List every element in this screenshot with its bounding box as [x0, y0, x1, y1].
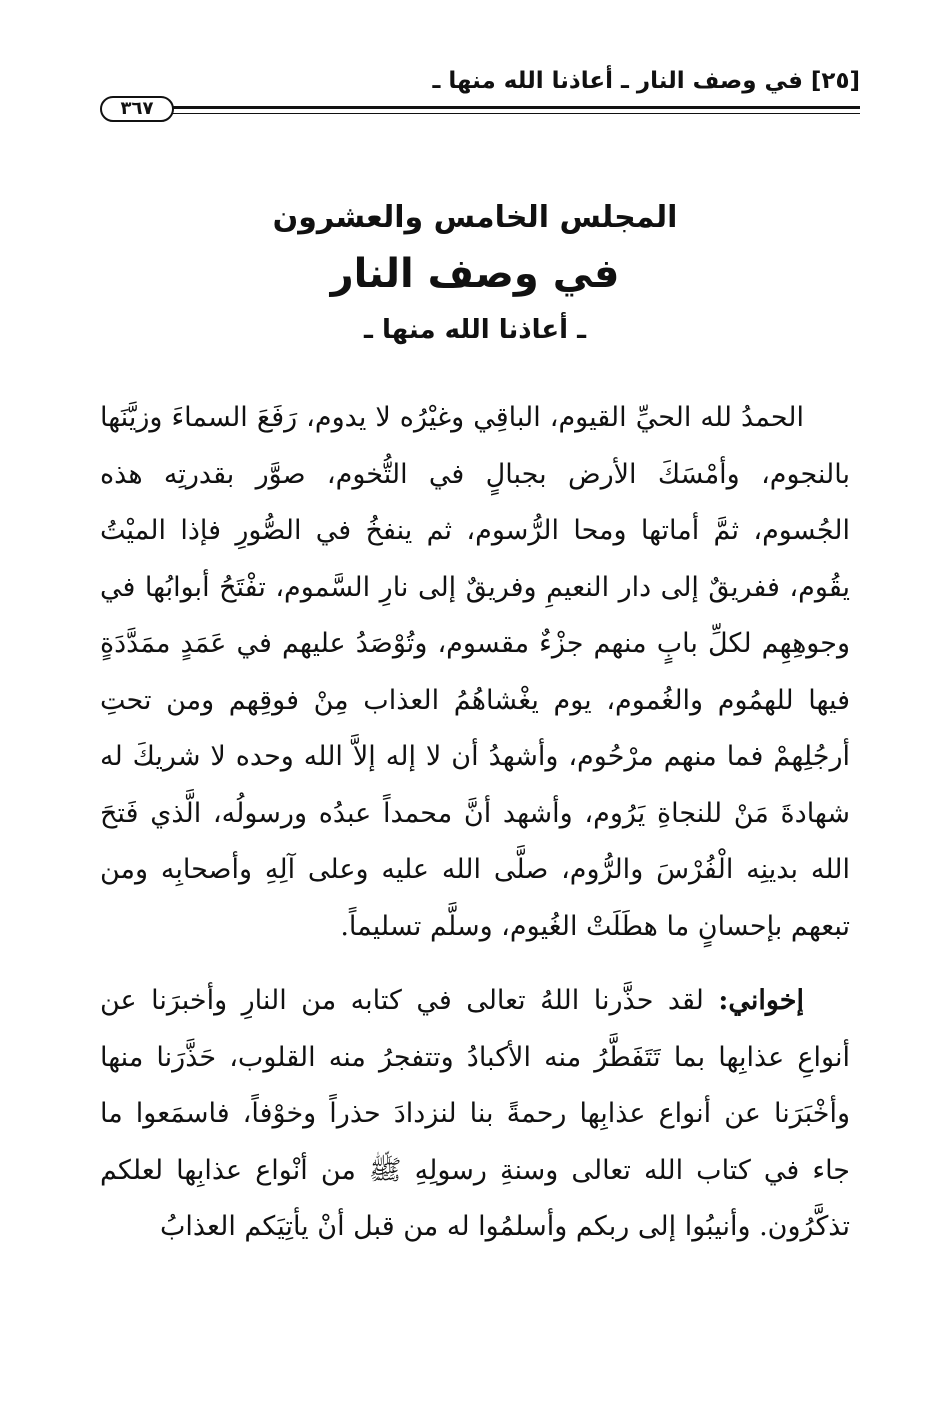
running-header — [100, 62, 860, 122]
chapter-subtitle: ـ أعاذنا الله منها ـ — [364, 315, 586, 345]
chapter-titles — [100, 196, 850, 350]
body-text — [100, 390, 850, 1256]
paragraph-brothers — [100, 973, 850, 1256]
paragraph-lead-word: إخواني: — [718, 985, 804, 1016]
paragraph-opening: الحمدُ لله الحيِّ القيوم، الباقِي وغيْرُه لا يدوم، رَفَعَ السماءَ وزيَّنَها بالنجوم، وأمْسَكَ الأرض بجبالٍ في التُّخوم، صوَّر بقدرتِه هذه الجُسوم، ثمَّ أماتها ومحا الرُّسوم، ثم ينفخُ في الصُّورِ فإذا الميْتُ يقُوم، ففريقٌ إلى دار النعيمِ وفريقٌ إلى نارِ السَّموم، تفْتَحُ أبوابُها في وجوهِهِم لكلِّ بابٍ منهم جزْءٌ مقسوم، وتُوْصَدُ عليهم في عَمَدٍ ممَدَّدَةٍ فيها للهمُوم والغُموم، يوم يغْشاهُمُ العذاب مِنْ فوقِهم ومن تحتِ أرجُلِهمْ فما منهم مرْحُوم، وأشهدُ أن لا إله إلاَّ الله وحده لا شريكَ له شهادةَ مَنْ للنجاةِ يَرُوم، وأشهد أنَّ محمداً عبدُه ورسولُه، الَّذي فَتحَ الله بدينِه الْفُرْسَ والرُّوم، صلَّى الله عليه وعلى آلِهِ وأصحابِه ومن تبعهم بإحسانٍ ما هطَلَتْ الغُيوم، وسلَّم تسليماً. — [100, 402, 850, 942]
session-title: المجلس الخامس والعشرون — [272, 200, 678, 235]
chapter-title: في وصف النار — [330, 251, 620, 297]
header-rule — [172, 106, 860, 114]
page-number: ٣٦٧ — [100, 96, 174, 122]
running-title: [٢٥] في وصف النار ـ أعاذنا الله منها ـ — [432, 68, 860, 94]
paragraph-brothers-text: لقد حذَّرنا اللهُ تعالى في كتابه من النارِ وأخبرَنا عن أنواعِ عذابِها بما تَتَفَطَّرُ منه الأكبادُ وتتفجرُ منه القلوب، حَذَّرَنا منها وأخْبَرَنا عن أنواع عذابِها رحمةً بنا لنزدادَ حذراً وخوْفاً، فاسمَعوا ما جاء في كتاب الله تعالى وسنةِ رسولِهِ ﷺ من أنْواع عذابِها لعلكم تذكَّرُون. وأنيبُوا إلى ربكم وأسلمُوا له من قبل أنْ يأتِيَكم العذابُ — [100, 985, 850, 1242]
